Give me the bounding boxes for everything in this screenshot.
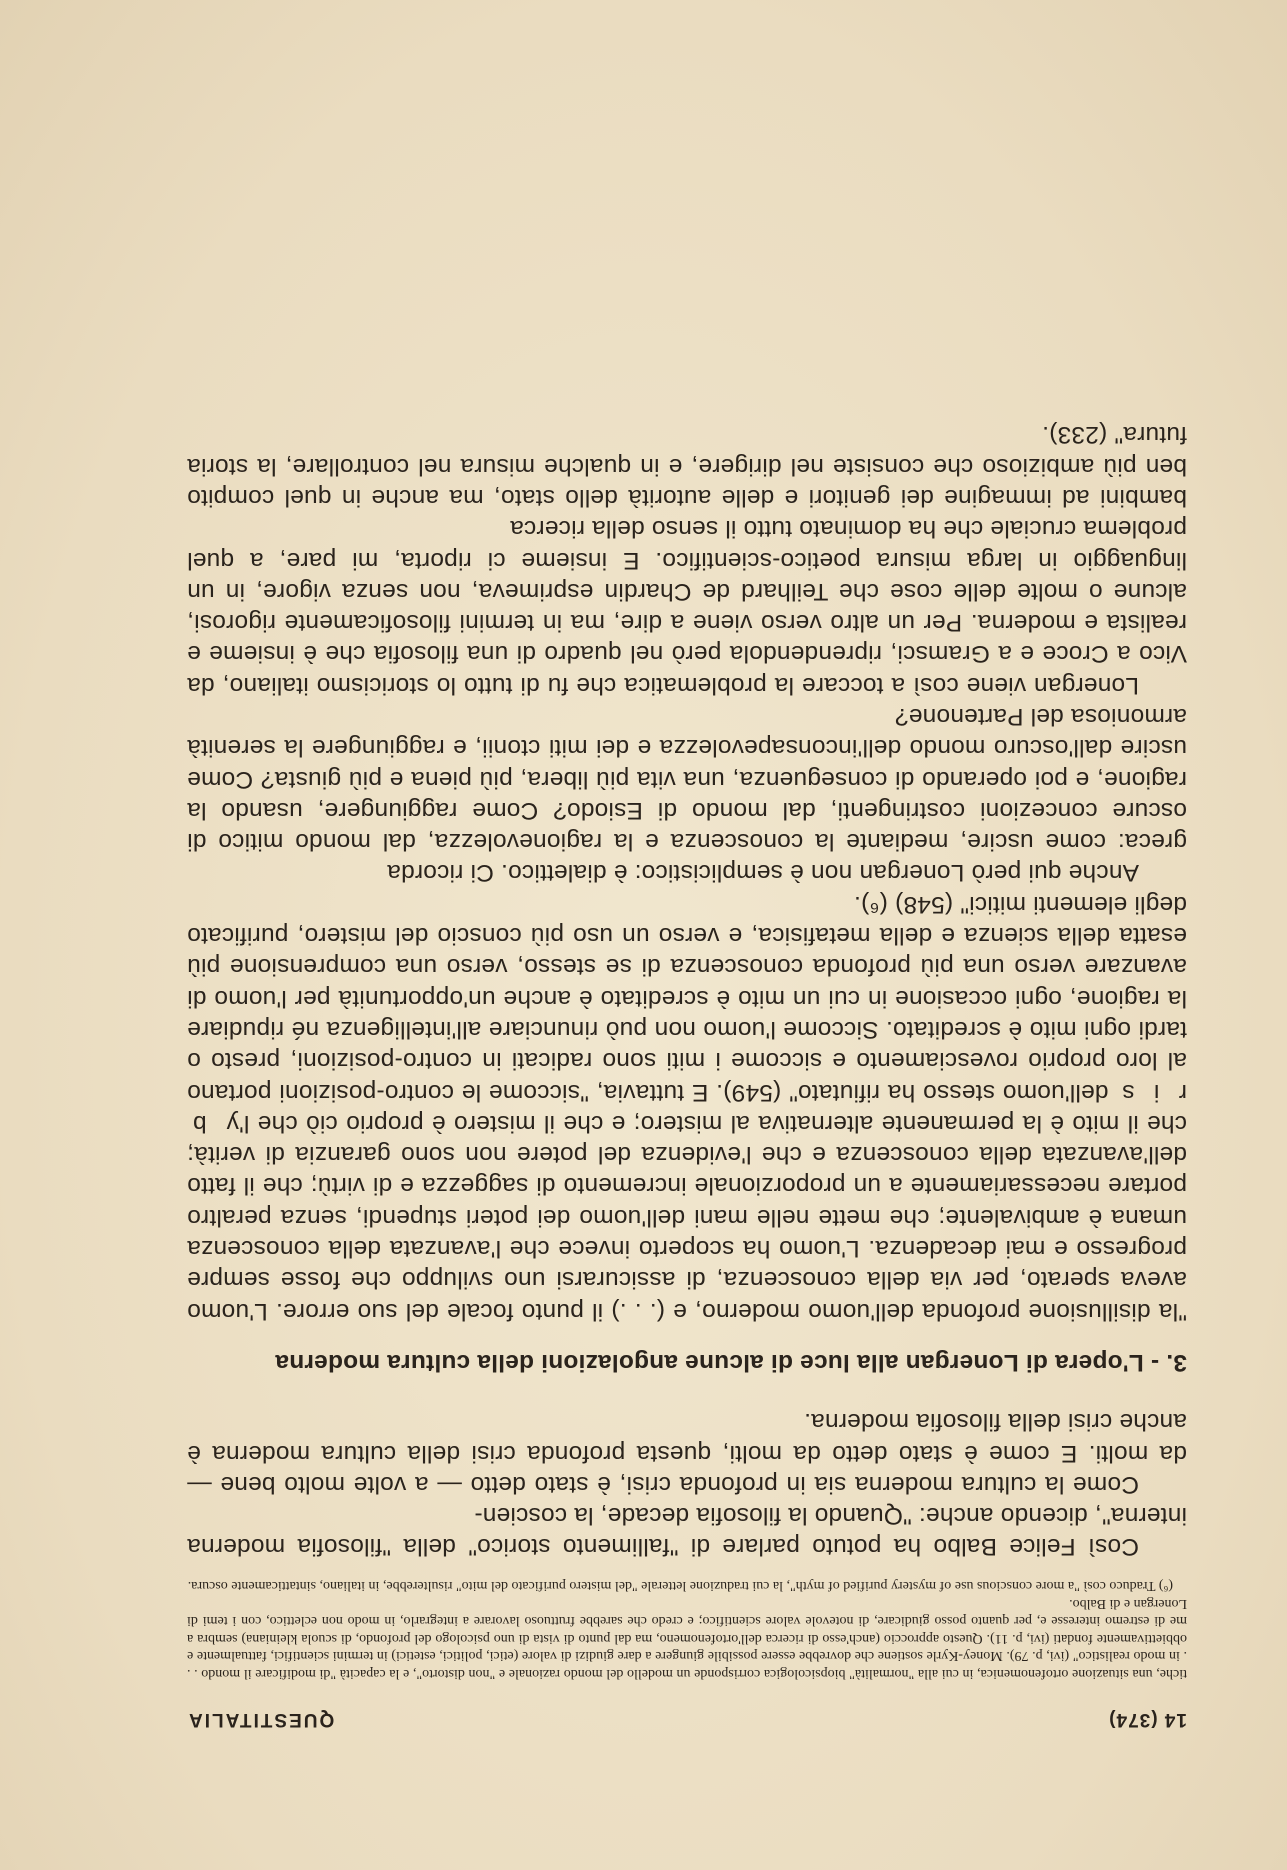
journal-title: QUESTITALIA	[187, 1709, 335, 1730]
paragraph: greca: come uscire, mediante la conoscenza e la ragionevolezza, dal mondo mitico di oscure concezioni costringenti, dal mondo di Esiodo? Come raggiungere, usando la ragione, e poi operando di conseguenza, una vita più libera, più piena e più giusta? Come uscire dall'oscuro mondo dell'inconsapevolezza e dei miti ctonii, e raggiungere la serenità armoniosa del Partenone?	[187, 703, 1187, 856]
page-number: 14 (374)	[1108, 1709, 1187, 1730]
footnote-continued: tiche, una situazione ortofenomenica, in cui alla "normalità" biopsicologica corrisponde un modello del mondo razionale e "non distorto", e la capacità "di modificare il mondo . . . in modo realistico" (ivi, p. 79). Money-Kyrle sostiene che dovrebbe essere possibile giungere a dare giudizi di valore (etici, politici, estetici) in termini scientifici, fattualmente e obbiettivamente fondati (ivi, p. 11). Questo approccio (anch'esso di ricerca dell'ortofenomeno, ma dal punto di vista di uno psicologo del profondo, di scuola kleiniana) sembra a me di estremo interesse e, per quanto posso giudicare, di notevole valore scientifico; e credo che sarebbe fruttuoso lavorare a integrarlo, in modo non eclettico, con i temi di Lonergan e di Balbo.	[187, 1595, 1187, 1681]
paragraph: bambini ad immagine dei genitori e delle autorità dello stato, ma anche in quel compito ben più ambizioso che consiste nel dirigere, e in qualche misura nel controllare, la storia futura" (233).	[187, 421, 1187, 511]
paragraph: Così Felice Balbo ha potuto parlare di "fallimento storico" della "filosofia moderna interna", dicendo anche: "Quando la filosofia decade, la coscien-	[187, 1502, 1187, 1561]
paragraph: Anche qui però Lonergan non è semplicistico: è dialettico. Ci ricorda	[387, 859, 1139, 887]
running-header	[187, 1708, 1187, 1730]
footnotes	[187, 1576, 1187, 1682]
body-text	[187, 419, 1187, 1562]
footnote-6: (⁶) Traduco così "a more conscious use of mystery purified of myth", la cui traduzione letterale "del mistero purificato del mito" risulterebbe, in italiano, sintatticamente oscura.	[187, 1578, 1173, 1594]
paragraph: Come la cultura moderna sia in profonda crisi, è stato detto — a volte molto bene — da molti. E come è stato detto da molti, questa profonda crisi della cultura moderna è anche crisi della filosofia moderna.	[187, 1408, 1187, 1498]
paragraph: "la disillusione profonda dell'uomo moderno, e (. . .) il punto focale del suo errore. L'uomo aveva sperato, per via della conoscenza, di assicurarsi uno sviluppo che fosse sempre progresso e mai decadenza. L'uomo ha scoperto invece che l'avanzata della conoscenza umana è ambivalente; che mette nelle mani dell'uomo dei poteri stupendi, senza peraltro portare necessariamente a un proporzionale incremento di saggezza e di virtù; che il fatto dell'avanzata della conoscenza e che l'evidenza del potere non sono garanzia di verità; che il mito è la permanente alternativa al mistero; e che il mistero è proprio ciò che l'y b r i s dell'uomo stesso ha rifiutato" (549). E tuttavia, "siccome le contro-posizioni portano al loro proprio rovesciamento e siccome i miti sono radicati in contro-posizioni, presto o tardi ogni mito è screditato. Siccome l'uomo non può rinunciare all'intelligenza né ripudiare la ragione, ogni occasione in cui un mito è screditato è anche un'opportunità per l'uomo di avanzare verso una più profonda conoscenza di se stesso, verso una comprensione più esatta della scienza e della metafisica, e verso un uso più conscio del mistero, purificato degli elementi mitici" (548) (⁶).	[187, 890, 1187, 1325]
paragraph: Lonergan viene così a toccare la problematica che fu di tutto lo storicismo italiano, da Vico a Croce e a Gramsci, riprendendola però nel quadro di una filosofia che è insieme e realista e moderna. Per un altro verso viene a dire, ma in termini filosoficamente rigorosi, alcune o molte delle cose che Teilhard de Chardin esprimeva, non senza vigore, in un linguaggio in larga misura poetico-scientifico. E insieme ci riporta, mi pare, a quel problema cruciale che ha dominato tutto il senso della ricerca	[187, 515, 1187, 699]
section-heading: 3. - L'opera di Lonergan alla luce di alcune angolazioni della cultura moderna	[275, 1348, 1187, 1376]
page-content	[187, 419, 1187, 1730]
hybris-word: y b r i s	[187, 1078, 1187, 1137]
